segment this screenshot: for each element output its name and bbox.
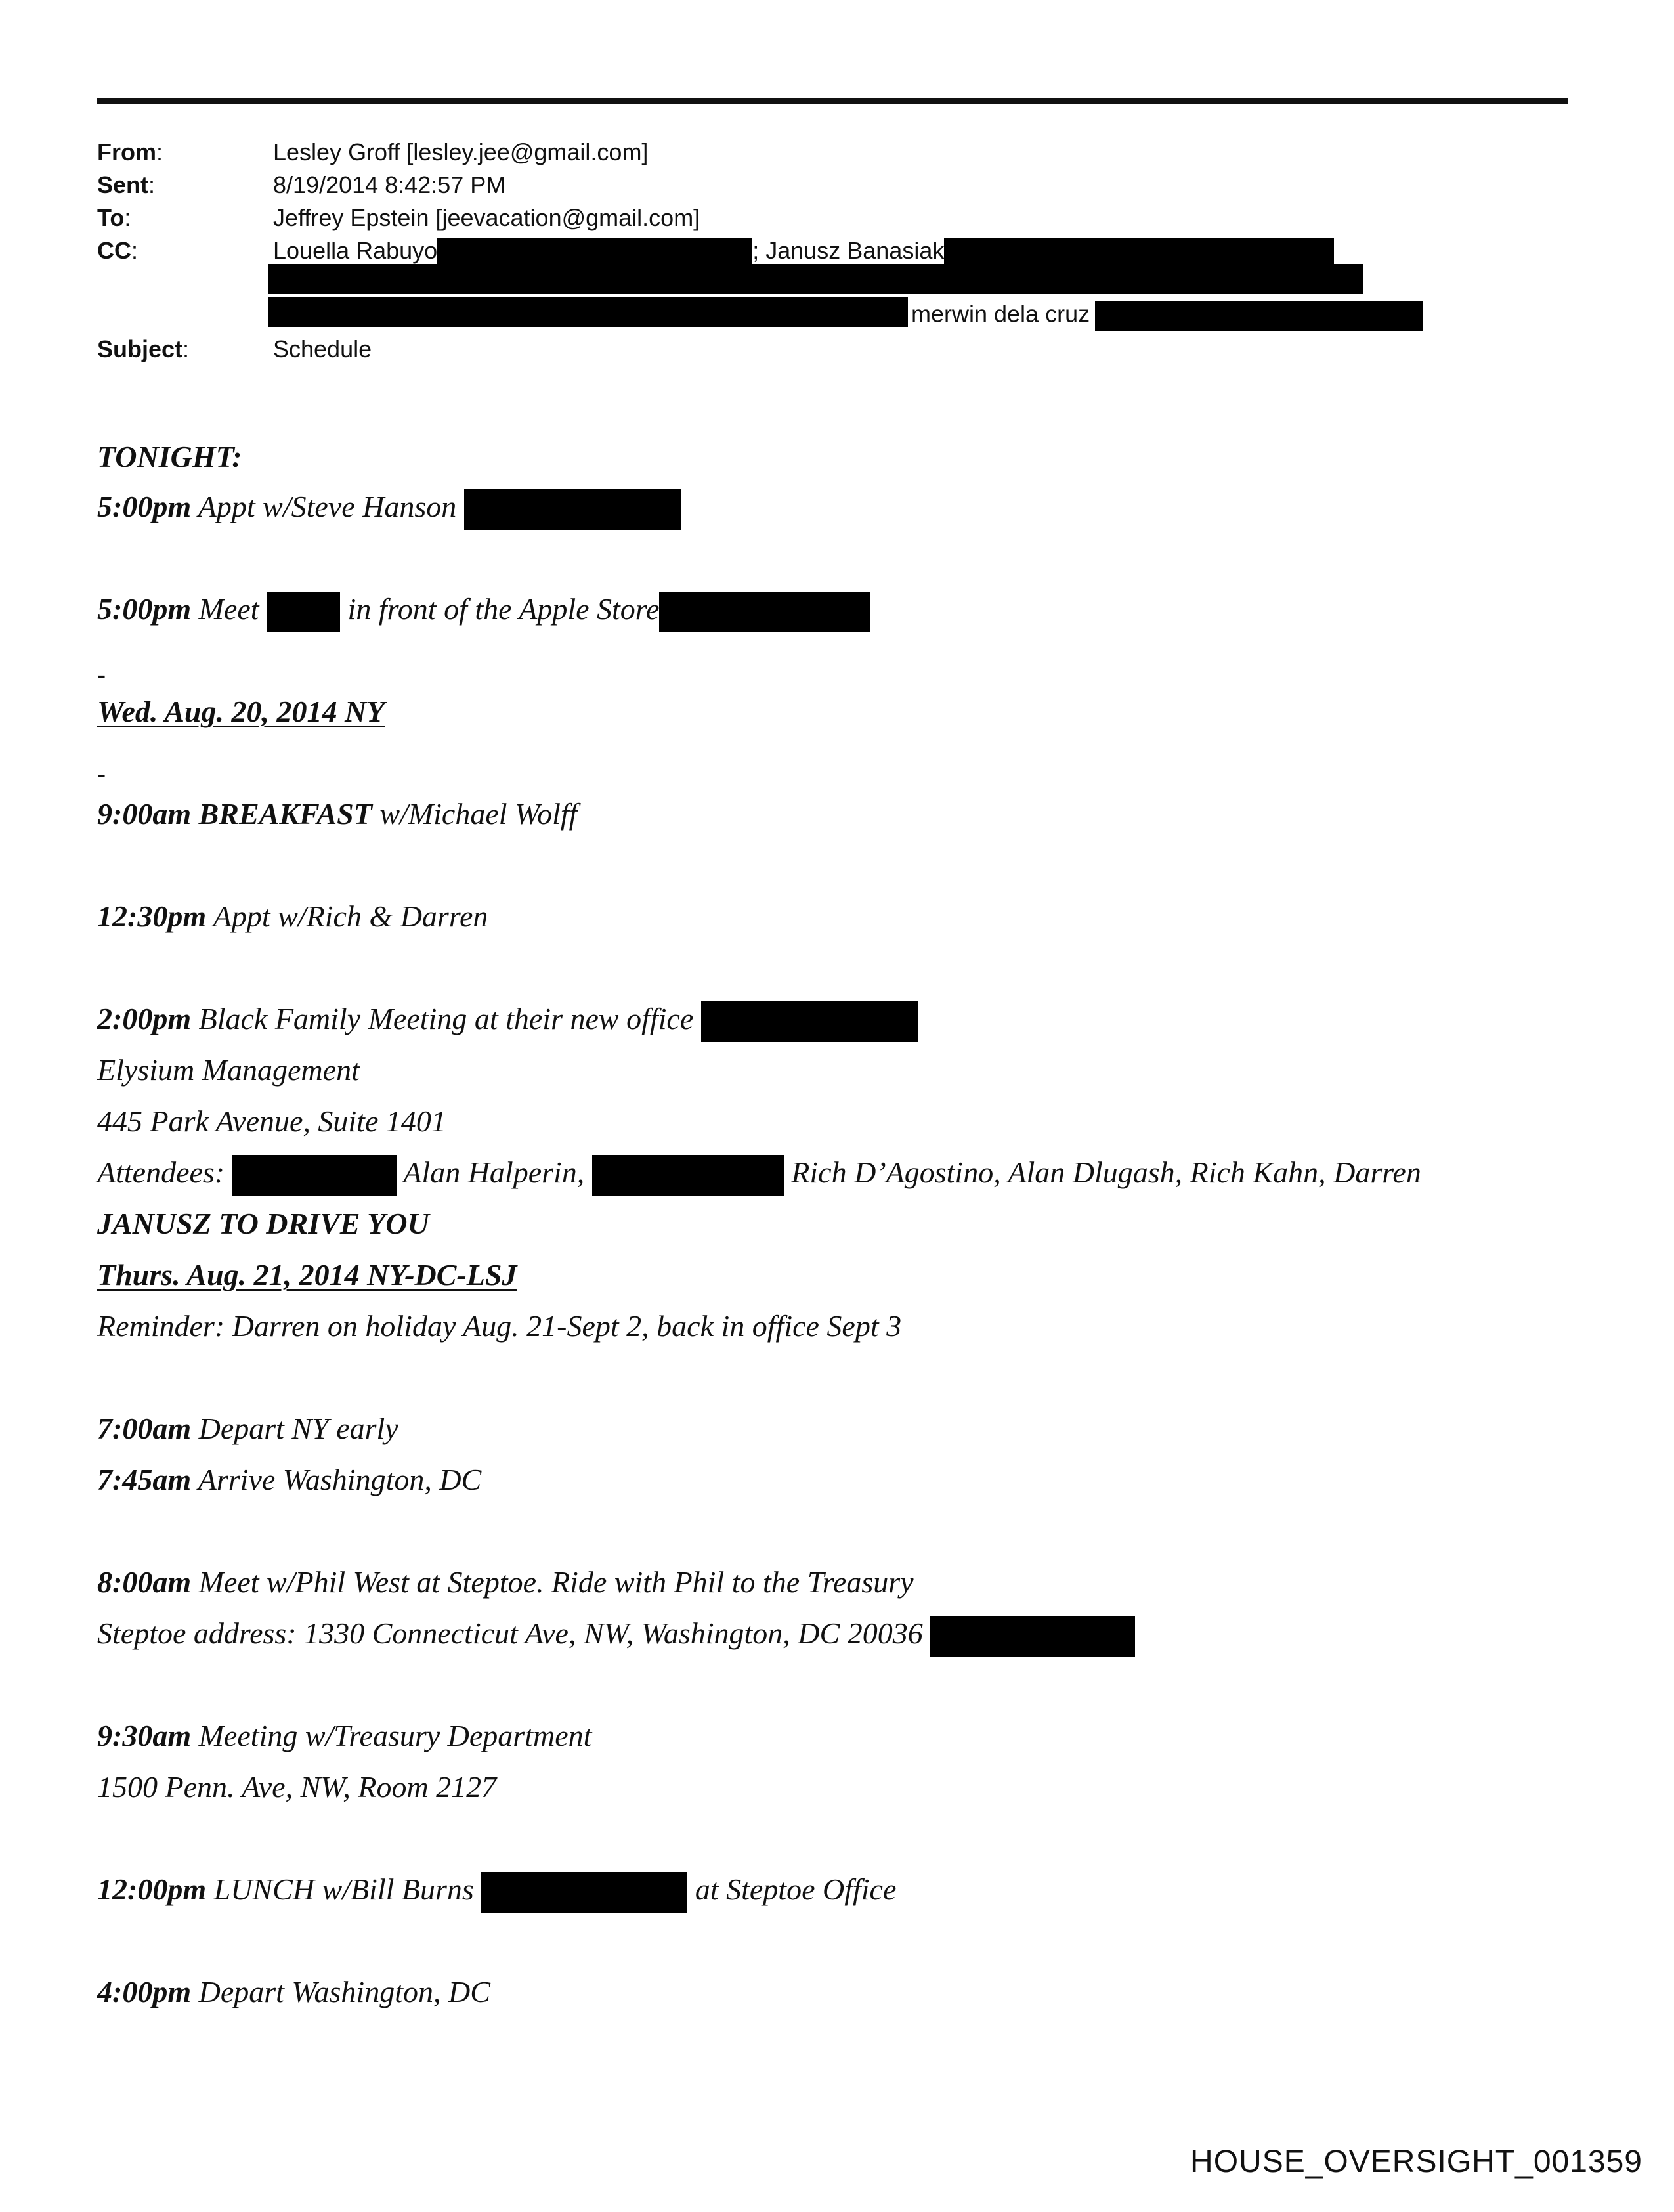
item-text: LUNCH w/Bill Burns bbox=[206, 1873, 482, 1906]
item-text: Depart Washington, DC bbox=[191, 1975, 490, 2008]
item-time: 12:00pm bbox=[97, 1873, 207, 1906]
redaction-block bbox=[232, 1155, 397, 1196]
attendees-line: Attendees: Alan Halperin, Rich D’Agostino, Alan Dlugash, Rich Kahn, Darren bbox=[97, 1154, 1421, 1196]
from-value: Lesley Groff [lesley.jee@gmail.com] bbox=[273, 139, 649, 165]
detail-line: Elysium Management bbox=[97, 1053, 360, 1087]
redaction-block bbox=[268, 264, 1363, 294]
cc-name-janusz: ; Janusz Banasiak bbox=[752, 237, 945, 264]
from-label: From: bbox=[97, 139, 163, 165]
schedule-item bbox=[97, 796, 577, 833]
schedule-item bbox=[97, 1410, 398, 1447]
item-text: in front of the Apple Store bbox=[340, 592, 660, 626]
item-time: 9:00am bbox=[97, 797, 192, 831]
redaction-block bbox=[1095, 301, 1423, 331]
schedule-item bbox=[97, 1462, 481, 1498]
item-text: Meeting w/Treasury Department bbox=[191, 1719, 592, 1752]
cc-value-line1 bbox=[273, 238, 1334, 267]
redaction-block bbox=[268, 297, 908, 327]
item-time: 8:00am bbox=[97, 1565, 192, 1599]
item-time: 7:00am bbox=[97, 1412, 192, 1445]
to-label: To: bbox=[97, 204, 131, 231]
schedule-item bbox=[97, 1974, 490, 2010]
item-text: Appt w/Rich & Darren bbox=[206, 900, 488, 933]
item-time: 5:00pm bbox=[97, 490, 192, 523]
header-rule bbox=[97, 98, 1568, 104]
date-heading-wed: Wed. Aug. 20, 2014 NY bbox=[97, 695, 385, 728]
item-time: 4:00pm bbox=[97, 1975, 192, 2008]
sent-value: 8/19/2014 8:42:57 PM bbox=[273, 171, 506, 198]
schedule-item bbox=[97, 1564, 914, 1601]
cc-value-line3 bbox=[911, 301, 1423, 331]
item-text: Meet bbox=[191, 592, 267, 626]
redaction-block bbox=[437, 238, 752, 267]
item-time: 9:30am bbox=[97, 1719, 192, 1752]
redaction-block bbox=[930, 1616, 1135, 1657]
item-time: 2:00pm bbox=[97, 1002, 192, 1035]
cc-label: CC: bbox=[97, 237, 139, 264]
redaction-block bbox=[659, 592, 870, 632]
schedule-item bbox=[97, 1718, 591, 1754]
date-heading-thurs: Thurs. Aug. 21, 2014 NY-DC-LSJ bbox=[97, 1258, 517, 1291]
driver-note: JANUSZ TO DRIVE YOU bbox=[97, 1207, 429, 1240]
item-text: Appt w/Steve Hanson bbox=[191, 490, 464, 523]
subject-label: Subject: bbox=[97, 336, 190, 362]
to-value: Jeffrey Epstein [jeevacation@gmail.com] bbox=[273, 204, 700, 231]
subject-value: Schedule bbox=[273, 336, 372, 362]
sent-label: Sent: bbox=[97, 171, 156, 198]
schedule-item bbox=[97, 898, 488, 935]
redaction-block bbox=[944, 238, 1334, 267]
redaction-block bbox=[481, 1872, 687, 1913]
detail-line: 1500 Penn. Ave, NW, Room 2127 bbox=[97, 1770, 497, 1804]
item-text: Meet w/Phil West at Steptoe. Ride with Phil to the Treasury bbox=[191, 1565, 914, 1599]
detail-line: Steptoe address: 1330 Connecticut Ave, NW, Washington, DC 20036 bbox=[97, 1615, 1135, 1657]
redaction-block bbox=[701, 1001, 918, 1042]
schedule-item bbox=[97, 488, 681, 530]
item-time: 5:00pm bbox=[97, 592, 192, 626]
separator-dash: - bbox=[97, 661, 106, 689]
item-text: w/Michael Wolff bbox=[372, 797, 578, 831]
cc-name-louella: Louella Rabuyo bbox=[273, 237, 438, 264]
schedule-item bbox=[97, 1001, 918, 1042]
tonight-heading: TONIGHT: bbox=[97, 440, 242, 473]
item-time: 12:30pm bbox=[97, 900, 207, 933]
detail-line: 445 Park Avenue, Suite 1401 bbox=[97, 1104, 446, 1138]
redaction-block bbox=[267, 592, 340, 632]
separator-dash: - bbox=[97, 760, 106, 789]
item-text: Black Family Meeting at their new office bbox=[191, 1002, 701, 1035]
reminder-line: Reminder: Darren on holiday Aug. 21-Sept 2, back in office Sept 3 bbox=[97, 1309, 902, 1343]
item-text: at Steptoe Office bbox=[687, 1873, 897, 1906]
bates-number: HOUSE_OVERSIGHT_001359 bbox=[1190, 2144, 1642, 2179]
redaction-block bbox=[464, 489, 681, 530]
item-bold: BREAKFAST bbox=[191, 797, 372, 831]
item-text: Arrive Washington, DC bbox=[191, 1463, 482, 1496]
schedule-item bbox=[97, 1871, 896, 1913]
redaction-block bbox=[592, 1155, 784, 1196]
cc-name-merwin: merwin dela cruz bbox=[911, 300, 1090, 328]
item-time: 7:45am bbox=[97, 1463, 192, 1496]
schedule-item bbox=[97, 591, 870, 632]
item-text: Depart NY early bbox=[191, 1412, 398, 1445]
